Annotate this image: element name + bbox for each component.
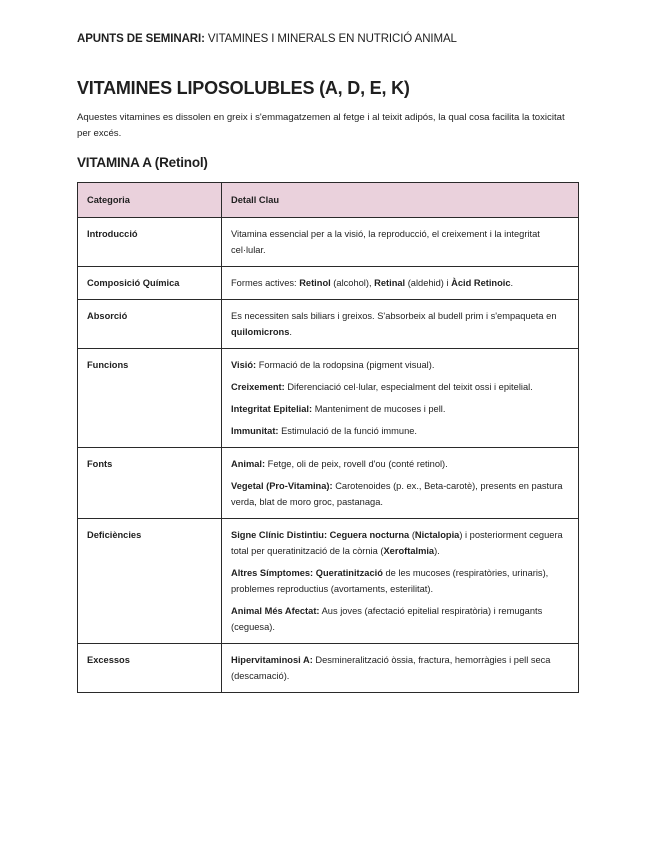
detail-text: Formes actives:: [231, 278, 300, 288]
row-category: Fonts: [78, 448, 222, 519]
detail-text: (alcohol),: [330, 278, 375, 288]
detail-text: de les mucoses (respiratòries, urinaris), problemes reproductius (avortaments, esterilitat).: [231, 568, 549, 594]
table-header-row: [78, 183, 579, 218]
detail-emphasis: Nictalopia: [414, 530, 460, 540]
detail-text: .: [510, 278, 514, 288]
detail-text: ) i posteriorment ceguera total per queratinització de la còrnia (: [231, 530, 563, 556]
header-rest: VITAMINES I MINERALS EN NUTRICIÓ ANIMAL: [204, 33, 457, 45]
detail-emphasis: Retinal: [374, 278, 406, 288]
detail-text: Diferenciació cel·lular, especialment del teixit ossi i epitelial.: [284, 382, 533, 392]
detail-paragraph: [231, 478, 569, 510]
detail-text: Aus joves (afectació epitelial respiratòria) i remugants (ceguesa).: [231, 606, 543, 632]
detail-emphasis: Queratinització: [315, 568, 383, 578]
table-row: [78, 448, 579, 519]
row-category: Introducció: [78, 218, 222, 267]
detail-emphasis: Animal:: [231, 459, 266, 469]
detail-text: (: [409, 530, 415, 540]
row-detail: [222, 644, 579, 693]
detail-emphasis: Signe Clínic Distintiu:: [231, 530, 328, 540]
detail-paragraph: [231, 527, 569, 559]
row-category: Funcions: [78, 349, 222, 448]
table-row: [78, 267, 579, 300]
detail-paragraph: [231, 308, 569, 340]
row-detail: [222, 218, 579, 267]
vitamin-table: [77, 182, 579, 693]
detail-emphasis: Ceguera nocturna: [329, 530, 410, 540]
table-row: [78, 349, 579, 448]
detail-emphasis: Animal Més Afectat:: [231, 606, 320, 616]
detail-emphasis: Xeroftalmia: [383, 546, 435, 556]
detail-paragraph: [231, 603, 569, 635]
detail-text: Carotenoides (p. ex., Beta-carotè), presents en pastura verda, blat de moro groc, pastanaga.: [231, 481, 563, 507]
detail-text: .: [289, 327, 292, 337]
detail-emphasis: Integritat Epitelial:: [231, 404, 313, 414]
row-detail: [222, 448, 579, 519]
detail-text: Fetge, oli de peix, rovell d'ou (conté retinol).: [265, 459, 448, 469]
detail-paragraph: [231, 401, 569, 417]
detail-emphasis: Visió:: [231, 360, 257, 370]
table-row: [78, 218, 579, 267]
row-detail: [222, 267, 579, 300]
column-header-category: Categoria: [78, 183, 222, 218]
row-category: Composició Química: [78, 267, 222, 300]
detail-text: Vitamina essencial per a la visió, la reproducció, el creixement i la integritat cel·lular.: [231, 229, 540, 255]
detail-text: (aldehid) i: [405, 278, 452, 288]
detail-emphasis: Retinol: [299, 278, 331, 288]
detail-paragraph: [231, 423, 569, 439]
table-row: [78, 644, 579, 693]
section-title: VITAMINES LIPOSOLUBLES (A, D, E, K): [77, 78, 410, 98]
detail-text: Estimulació de la funció immune.: [278, 426, 417, 436]
detail-paragraph: [231, 652, 569, 684]
page-header: [77, 33, 457, 45]
subsection-title: VITAMINA A (Retinol): [77, 155, 208, 170]
detail-text: Formació de la rodopsina (pigment visual).: [256, 360, 435, 370]
detail-emphasis: Hipervitaminosi A:: [231, 655, 313, 665]
column-header-detail: Detall Clau: [222, 183, 579, 218]
detail-paragraph: [231, 275, 569, 291]
detail-text: ).: [434, 546, 440, 556]
detail-paragraph: [231, 379, 569, 395]
detail-paragraph: [231, 357, 569, 373]
detail-paragraph: [231, 565, 569, 597]
row-category: Excessos: [78, 644, 222, 693]
row-detail: [222, 519, 579, 644]
detail-text: Es necessiten sals biliars i greixos. S'absorbeix al budell prim i s'empaqueta en: [231, 311, 557, 321]
detail-text: Desmineralització òssia, fractura, hemorràgies i pell seca (descamació).: [231, 655, 551, 681]
table-body: [78, 218, 579, 693]
row-category: Absorció: [78, 300, 222, 349]
detail-emphasis: quilomicrons: [231, 327, 290, 337]
row-detail: [222, 300, 579, 349]
intro-paragraph: Aquestes vitamines es dissolen en greix i s'emmagatzemen al fetge i al teixit adipós, la qual cosa facilita la toxicitat per excés.: [77, 112, 565, 139]
detail-paragraph: [231, 456, 569, 472]
detail-paragraph: [231, 226, 569, 258]
detail-emphasis: Creixement:: [231, 382, 285, 392]
detail-emphasis: Vegetal (Pro-Vitamina):: [231, 481, 333, 491]
header-bold: APUNTS DE SEMINARI:: [77, 33, 205, 45]
row-detail: [222, 349, 579, 448]
table-row: [78, 519, 579, 644]
detail-emphasis: Immunitat:: [231, 426, 279, 436]
table-row: [78, 300, 579, 349]
row-category: Deficiències: [78, 519, 222, 644]
detail-emphasis: Àcid Retinoic: [451, 278, 511, 288]
detail-text: Manteniment de mucoses i pell.: [312, 404, 446, 414]
detail-emphasis: Altres Símptomes:: [231, 568, 314, 578]
